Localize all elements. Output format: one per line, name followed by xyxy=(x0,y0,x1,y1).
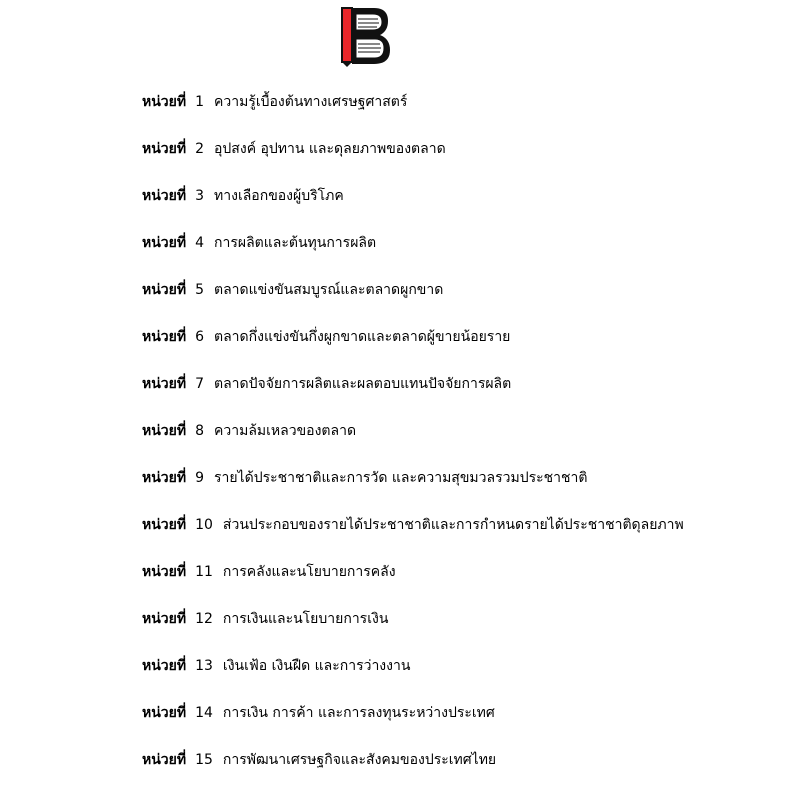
unit-number: 7 xyxy=(195,376,205,392)
unit-label: หน่วยที่ xyxy=(142,564,187,580)
unit-item xyxy=(142,88,782,135)
unit-label: หน่วยที่ xyxy=(142,752,187,768)
unit-label: หน่วยที่ xyxy=(142,188,187,204)
unit-label: หน่วยที่ xyxy=(142,235,187,251)
unit-item xyxy=(142,182,782,229)
unit-title: การคลังและนโยบายการคลัง xyxy=(222,564,396,580)
unit-number: 11 xyxy=(195,564,213,580)
unit-number: 5 xyxy=(195,282,205,298)
unit-item xyxy=(142,605,782,652)
unit-item xyxy=(142,276,782,323)
unit-item xyxy=(142,746,782,793)
unit-number: 10 xyxy=(195,517,213,533)
unit-label: หน่วยที่ xyxy=(142,282,187,298)
unit-title: ตลาดปัจจัยการผลิตและผลตอบแทนปัจจัยการผลิต xyxy=(214,376,512,392)
unit-item xyxy=(142,558,782,605)
unit-title: ตลาดแข่งขันสมบูรณ์และตลาดผูกขาด xyxy=(214,282,444,298)
unit-item xyxy=(142,370,782,417)
unit-number: 2 xyxy=(195,141,205,157)
unit-label: หน่วยที่ xyxy=(142,658,187,674)
unit-label: หน่วยที่ xyxy=(142,376,187,392)
unit-label: หน่วยที่ xyxy=(142,611,187,627)
unit-title: การผลิตและต้นทุนการผลิต xyxy=(214,235,377,251)
unit-label: หน่วยที่ xyxy=(142,517,187,533)
unit-title: เงินเฟ้อ เงินฝืด และการว่างงาน xyxy=(222,658,411,674)
unit-title: การพัฒนาเศรษฐกิจและสังคมของประเทศไทย xyxy=(222,752,497,768)
unit-title: ส่วนประกอบของรายได้ประชาชาติและการกำหนดรายได้ประชาชาติดุลยภาพ xyxy=(222,517,684,533)
unit-title: อุปสงค์ อุปทาน และดุลยภาพของตลาด xyxy=(214,141,446,157)
unit-number: 12 xyxy=(195,611,213,627)
unit-item xyxy=(142,323,782,370)
unit-title: การเงิน การค้า และการลงทุนระหว่างประเทศ xyxy=(222,705,495,721)
unit-title: ตลาดกึ่งแข่งขันกึ่งผูกขาดและตลาดผู้ขายน้อยราย xyxy=(214,329,511,345)
unit-title: ทางเลือกของผู้บริโภค xyxy=(214,188,344,204)
unit-number: 4 xyxy=(195,235,205,251)
unit-item xyxy=(142,511,782,558)
unit-label: หน่วยที่ xyxy=(142,329,187,345)
unit-item xyxy=(142,699,782,746)
unit-number: 3 xyxy=(195,188,205,204)
unit-label: หน่วยที่ xyxy=(142,94,187,110)
unit-title: ความรู้เบื้องต้นทางเศรษฐศาสตร์ xyxy=(214,94,408,110)
book-logo-graphic xyxy=(340,6,392,68)
unit-number: 1 xyxy=(195,94,205,110)
unit-number: 8 xyxy=(195,423,205,439)
unit-number: 6 xyxy=(195,329,205,345)
unit-label: หน่วยที่ xyxy=(142,705,187,721)
unit-number: 14 xyxy=(195,705,213,721)
unit-item xyxy=(142,652,782,699)
unit-item xyxy=(142,417,782,464)
unit-number: 15 xyxy=(195,752,213,768)
unit-title: ความล้มเหลวของตลาด xyxy=(214,423,357,439)
unit-label: หน่วยที่ xyxy=(142,141,187,157)
unit-item xyxy=(142,464,782,511)
unit-number: 9 xyxy=(195,470,205,486)
book-logo-icon xyxy=(340,6,392,68)
unit-title: การเงินและนโยบายการเงิน xyxy=(222,611,389,627)
unit-label: หน่วยที่ xyxy=(142,423,187,439)
unit-title: รายได้ประชาชาติและการวัด และความสุขมวลรวมประชาชาติ xyxy=(214,470,588,486)
unit-list xyxy=(142,88,782,793)
unit-item xyxy=(142,135,782,182)
unit-number: 13 xyxy=(195,658,213,674)
unit-label: หน่วยที่ xyxy=(142,470,187,486)
unit-item xyxy=(142,229,782,276)
